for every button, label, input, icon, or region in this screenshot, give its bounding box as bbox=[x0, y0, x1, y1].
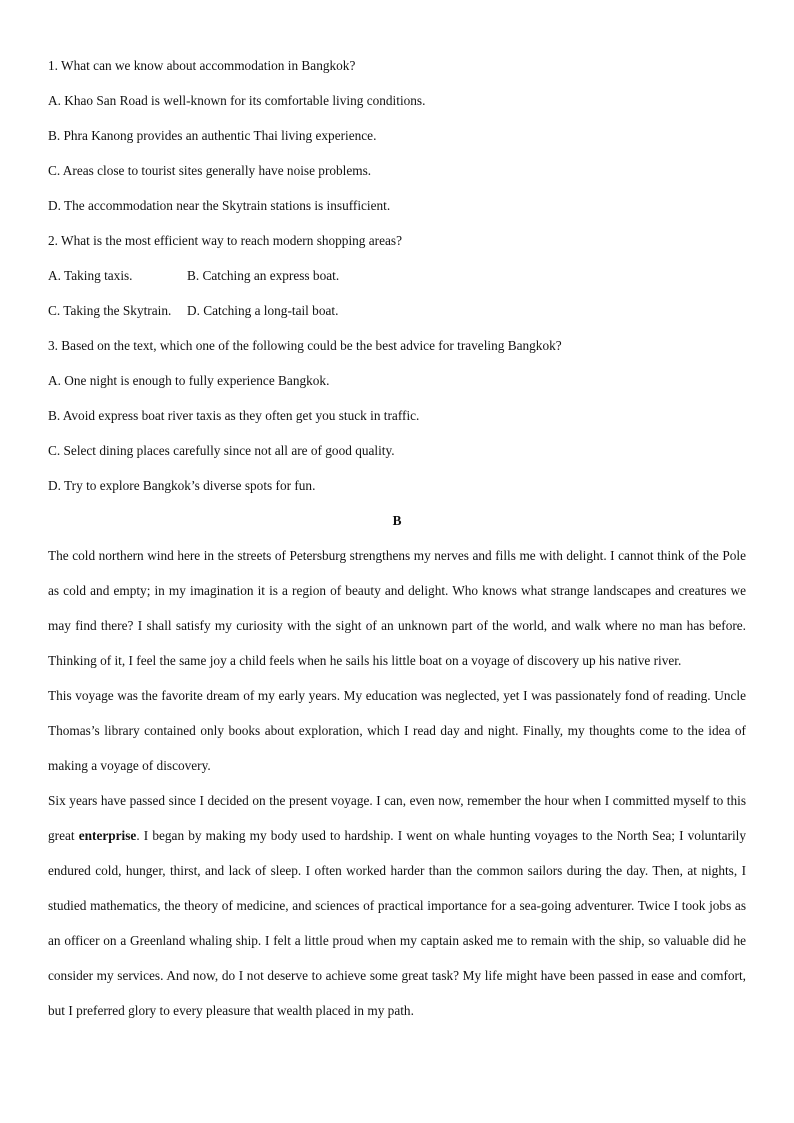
question-2-options-row-2 bbox=[48, 299, 746, 334]
question-2-option-c: C. Taking the Skytrain. bbox=[48, 303, 172, 318]
question-2-stem: 2. What is the most efficient way to reach modern shopping areas? bbox=[48, 233, 402, 248]
question-2-option-d: D. Catching a long-tail boat. bbox=[187, 303, 339, 318]
document-page bbox=[48, 54, 746, 1034]
passage-paragraph-3 bbox=[48, 783, 746, 1028]
keyword-enterprise: enterprise bbox=[78, 828, 137, 843]
section-heading: B bbox=[392, 513, 402, 528]
question-3-option-d: D. Try to explore Bangkok’s diverse spots for fun. bbox=[48, 478, 316, 493]
question-2-option-b: B. Catching an express boat. bbox=[187, 268, 340, 283]
passage-paragraph-1: The cold northern wind here in the streets of Petersburg strengthens my nerves and fills me with delight. I cannot think of the Pole as cold and empty; in my imagination it is a region of beauty and delight. Who knows what strange landscapes and creatures we may find there? I shall satisfy my curiosity with the sight of an unknown part of the world, and walk where no man has before. Thinking of it, I feel the same joy a child feels when he sails his little boat on a voyage of discovery up his native river. bbox=[48, 548, 746, 668]
passage-paragraph-3-end: . I began by making my body used to hardship. I went on whale hunting voyages to the North Sea; I voluntarily endured cold, hunger, thirst, and lack of sleep. I often worked harder than the common sailors during the day. Then, at nights, I studied mathematics, the theory of medicine, and sciences of practical importance for a sea-going adventurer. Twice I took jobs as an officer on a Greenland whaling ship. I felt a little proud when my captain asked me to remain with the ship, so valuable did he consider my services. And now, do I not deserve to achieve some great task? My life might have been passed in ease and comfort, but I preferred glory to every pleasure that wealth placed in my path. bbox=[48, 828, 746, 1018]
question-3-option-c: C. Select dining places carefully since not all are of good quality. bbox=[48, 443, 395, 458]
passage-paragraph-2: This voyage was the favorite dream of my early years. My education was neglected, yet I was passionately fond of reading. Uncle Thomas’s library contained only books about exploration, which I read day and night. Finally, my thoughts come to the idea of making a voyage of discovery. bbox=[48, 688, 746, 773]
question-1-option-d: D. The accommodation near the Skytrain stations is insufficient. bbox=[48, 198, 391, 213]
question-2-option-a: A. Taking taxis. bbox=[48, 268, 133, 283]
question-1-option-c: C. Areas close to tourist sites generally have noise problems. bbox=[48, 163, 372, 178]
question-1-option-a: A. Khao San Road is well-known for its comfortable living conditions. bbox=[48, 93, 426, 108]
passage bbox=[48, 544, 746, 1034]
question-1-stem: 1. What can we know about accommodation in Bangkok? bbox=[48, 58, 356, 73]
question-3-option-b: B. Avoid express boat river taxis as they often get you stuck in traffic. bbox=[48, 408, 420, 423]
question-3-option-a: A. One night is enough to fully experience Bangkok. bbox=[48, 373, 330, 388]
question-3-stem: 3. Based on the text, which one of the following could be the best advice for traveling Bangkok? bbox=[48, 338, 562, 353]
passage-paragraph-3-start: Six years have passed since I decided on the present voyage. I can, even now, remember the hour when I committed myself to this great bbox=[48, 793, 746, 843]
question-1-option-b: B. Phra Kanong provides an authentic Thai living experience. bbox=[48, 128, 377, 143]
question-2-options-row-1 bbox=[48, 264, 746, 299]
